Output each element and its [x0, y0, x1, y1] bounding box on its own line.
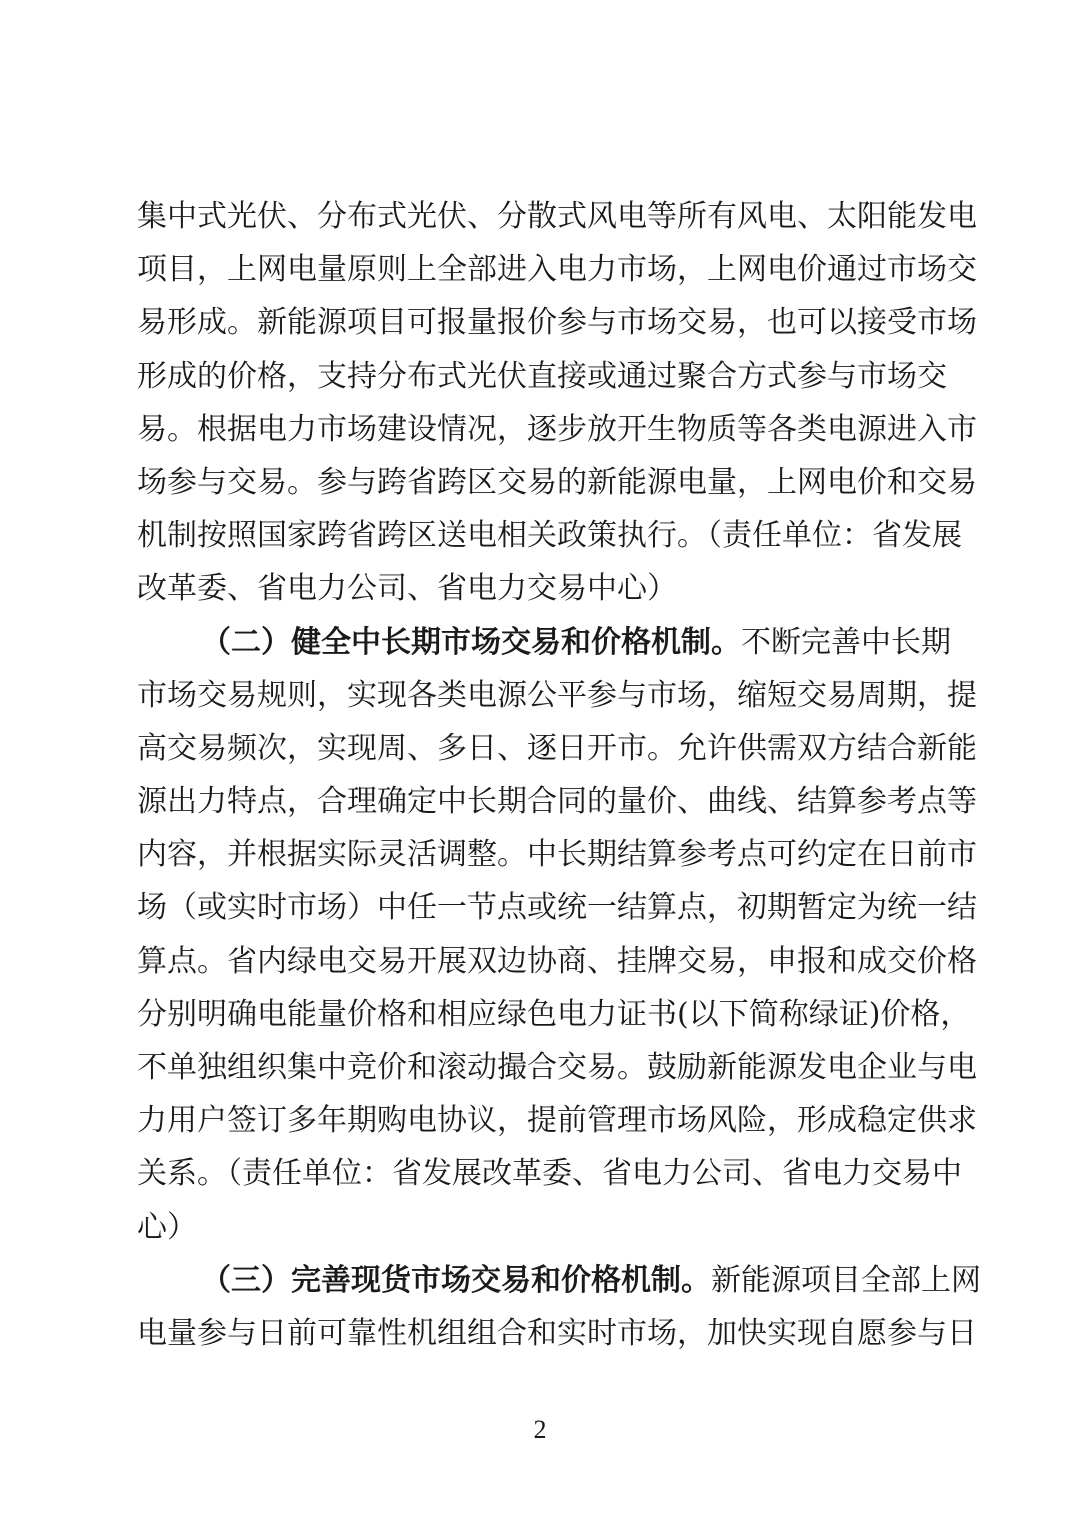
text-line: 电量参与日前可靠性机组组合和实时市场，加快实现自愿参与日 — [137, 1315, 977, 1351]
heading-line-text: 不断完善中长期 — [741, 624, 951, 660]
text-line: 关系。（责任单位：省发展改革委、省电力公司、省电力交易中 — [137, 1156, 962, 1192]
text-line: 源出力特点，合理确定中长期合同的量价、曲线、结算参考点等 — [137, 784, 977, 820]
text-line: 不单独组织集中竞价和滚动撮合交易。鼓励新能源发电企业与电 — [137, 1050, 977, 1085]
heading-line-text: 新能源项目全部上网 — [711, 1262, 981, 1298]
text-line: 力用户签订多年期购电协议，提前管理市场风险，形成稳定供求 — [137, 1103, 977, 1139]
text-line: 改革委、省电力公司、省电力交易中心） — [137, 571, 677, 607]
text-line: 项目，上网电量原则上全部进入电力市场，上网电价通过市场交 — [137, 252, 977, 288]
text-line: 易形成。新能源项目可报量报价参与市场交易，也可以接受市场 — [137, 305, 977, 341]
section-heading-line — [137, 1254, 981, 1307]
section-heading-line — [137, 616, 951, 669]
text-line: 内容，并根据实际灵活调整。中长期结算参考点可约定在日前市 — [137, 837, 977, 873]
text-line: 分别明确电能量价格和相应绿色电力证书(以下简称绿证)价格， — [137, 996, 971, 1032]
text-line: 机制按照国家跨省跨区送电相关政策执行。（责任单位：省发展 — [137, 518, 962, 554]
section-heading: （三）完善现货市场交易和价格机制。 — [201, 1262, 711, 1298]
text-line: 场（或实时市场）中任一节点或统一结算点，初期暂定为统一结 — [137, 890, 977, 926]
body-text — [137, 190, 981, 1360]
text-line: 心） — [137, 1209, 197, 1245]
section-heading: （二）健全中长期市场交易和价格机制。 — [201, 624, 741, 660]
text-line: 市场交易规则，实现各类电源公平参与市场，缩短交易周期，提 — [137, 677, 977, 713]
text-line: 易。根据电力市场建设情况，逐步放开生物质等各类电源进入市 — [137, 411, 977, 447]
page-number: 2 — [533, 1415, 547, 1444]
text-line: 高交易频次，实现周、多日、逐日开市。允许供需双方结合新能 — [137, 730, 977, 766]
text-line: 形成的价格，支持分布式光伏直接或通过聚合方式参与市场交 — [137, 358, 947, 394]
text-line: 集中式光伏、分布式光伏、分散式风电等所有风电、太阳能发电 — [137, 199, 977, 234]
text-line: 算点。省内绿电交易开展双边协商、挂牌交易，申报和成交价格 — [137, 943, 977, 979]
text-line: 场参与交易。参与跨省跨区交易的新能源电量，上网电价和交易 — [137, 464, 977, 500]
